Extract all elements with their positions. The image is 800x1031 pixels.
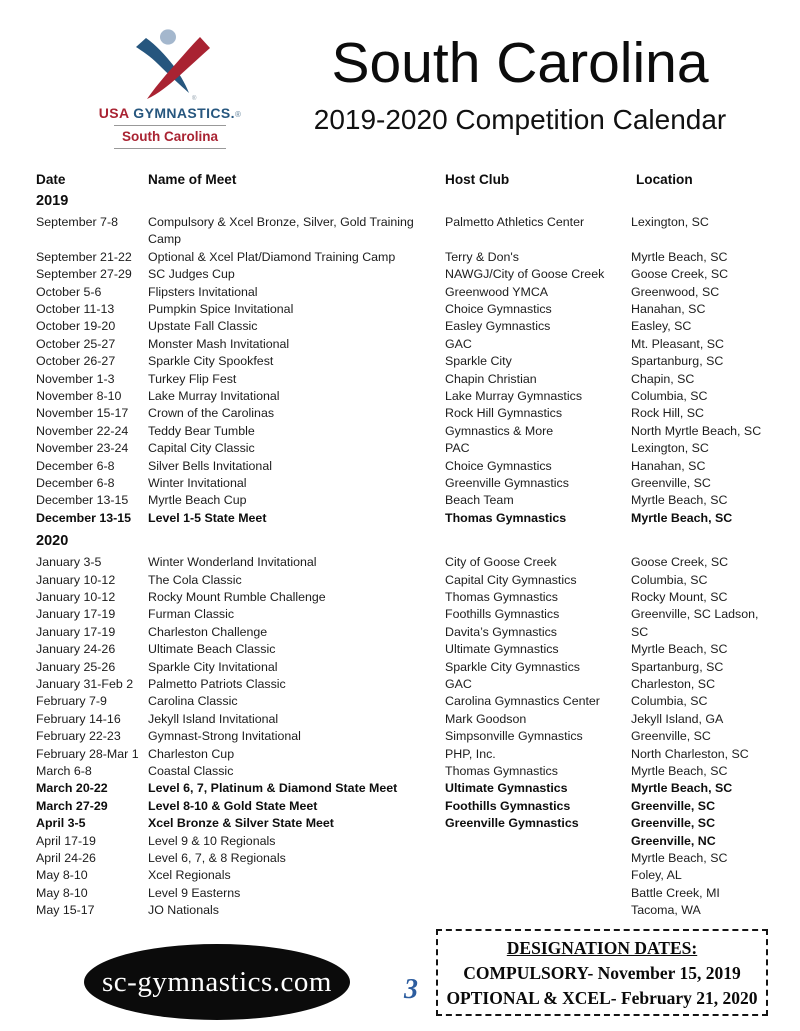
cell-host: City of Goose Creek	[445, 555, 557, 570]
cell-host: Capital City Gymnastics	[445, 572, 577, 587]
cell-date: December 13-15	[36, 493, 129, 508]
cell-host: Foothills Gymnastics	[445, 798, 571, 813]
cell-meet: Myrtle Beach Cup	[148, 493, 247, 508]
cell-date: May 8-10	[36, 868, 88, 883]
cell-host: Carolina Gymnastics Center	[445, 694, 600, 709]
column-header-date: Date	[36, 172, 66, 187]
page-subtitle: 2019-2020 Competition Calendar	[313, 104, 727, 135]
cell-host: Easley Gymnastics	[445, 319, 551, 334]
website-text: sc-gymnastics.com	[102, 965, 332, 998]
table-row	[0, 337, 800, 354]
cell-date: December 6-8	[36, 476, 115, 490]
cell-host: Thomas Gymnastics	[445, 510, 567, 525]
cell-location: Greenville, SC	[631, 729, 711, 744]
cell-date: April 3-5	[36, 816, 86, 831]
table-row	[0, 555, 800, 572]
table-row	[0, 232, 800, 249]
logo-divider-top	[114, 125, 226, 126]
cell-meet: Carolina Classic	[148, 694, 238, 709]
cell-meet: Capital City Classic	[148, 441, 255, 456]
table-row	[0, 319, 800, 336]
cell-meet: Sparkle City Invitational	[148, 659, 278, 674]
cell-host: Simpsonville Gymnastics	[445, 729, 583, 744]
cell-location: Myrtle Beach, SC	[631, 249, 728, 264]
cell-meet: Level 1-5 State Meet	[148, 510, 267, 525]
logo-usa-text: USA	[98, 105, 129, 121]
table-row	[0, 712, 800, 729]
table-row	[0, 834, 800, 851]
table-row	[0, 625, 800, 642]
cell-host: Thomas Gymnastics	[445, 590, 558, 604]
cell-date: January 3-5	[36, 555, 102, 570]
cell-location: Myrtle Beach, SC	[631, 781, 733, 796]
cell-host: Lake Murray Gymnastics	[445, 389, 583, 403]
table-row	[0, 694, 800, 711]
table-row	[0, 493, 800, 510]
designation-dates-box	[436, 929, 768, 1016]
cell-host: GAC	[445, 336, 472, 351]
cell-host: Chapin Christian	[445, 371, 537, 386]
cell-location: Chapin, SC	[631, 371, 695, 386]
cell-meet: Level 6, 7, Platinum & Diamond State Meet	[148, 781, 398, 796]
cell-date: February 22-23	[36, 729, 121, 744]
table-row	[0, 354, 800, 371]
column-header-meet: Name of Meet	[148, 172, 237, 187]
table-row	[0, 660, 800, 677]
cell-host: Greenville Gymnastics	[445, 816, 579, 831]
cell-host: Ultimate Gymnastics	[445, 781, 568, 796]
cell-date: January 25-26	[36, 659, 116, 674]
cell-location: Greenville, SC	[631, 816, 716, 831]
cell-date: January 17-19	[36, 607, 116, 622]
cell-date: November 22-24	[36, 423, 129, 438]
cell-meet: Upstate Fall Classic	[148, 319, 258, 334]
cell-meet: Level 6, 7, & 8 Regionals	[148, 851, 286, 865]
cell-meet: Level 9 & 10 Regionals	[148, 833, 276, 848]
cell-location: Hanahan, SC	[631, 458, 706, 473]
cell-date: April 17-19	[36, 833, 96, 848]
cell-location: Charleston, SC	[631, 677, 716, 691]
cell-date: October 19-20	[36, 319, 116, 334]
cell-location: Myrtle Beach, SC	[631, 493, 728, 508]
table-row	[0, 851, 800, 868]
cell-host: Greenville Gymnastics	[445, 476, 569, 490]
cell-date: January 10-12	[36, 590, 116, 604]
cell-date: January 17-19	[36, 624, 116, 639]
cell-meet: Turkey Flip Fest	[148, 371, 237, 386]
table-row	[0, 799, 800, 816]
cell-date: March 27-29	[36, 798, 108, 813]
cell-host: Gymnastics & More	[445, 423, 554, 438]
cell-host: Mark Goodson	[445, 711, 527, 726]
cell-meet: Level 9 Easterns	[148, 885, 241, 900]
cell-host: Ultimate Gymnastics	[445, 642, 559, 657]
cell-date: November 23-24	[36, 441, 129, 456]
cell-meet: Compulsory & Xcel Bronze, Silver, Gold Training	[148, 215, 414, 229]
cell-date: November 8-10	[36, 389, 122, 403]
cell-meet: Charleston Challenge	[148, 624, 268, 639]
cell-location: Myrtle Beach, SC	[631, 642, 728, 657]
page-title: South Carolina	[331, 31, 709, 95]
cell-meet: Optional & Xcel Plat/Diamond Training Camp	[148, 249, 396, 264]
cell-host: Thomas Gymnastics	[445, 764, 558, 778]
table-row	[0, 764, 800, 781]
cell-location: Myrtle Beach, SC	[631, 764, 728, 778]
cell-host: NAWGJ/City of Goose Creek	[445, 267, 605, 282]
cell-host: GAC	[445, 677, 472, 691]
cell-meet: Gymnast-Strong Invitational	[148, 729, 301, 744]
table-row	[0, 816, 800, 833]
cell-location: Columbia, SC	[631, 572, 708, 587]
cell-location: Columbia, SC	[631, 389, 708, 403]
cell-location: Hanahan, SC	[631, 302, 706, 316]
table-row	[0, 903, 800, 920]
cell-location: Myrtle Beach, SC	[631, 851, 728, 865]
cell-location: Greenville, SC Ladson,	[631, 607, 759, 622]
cell-date: February 14-16	[36, 711, 121, 726]
table-row	[0, 250, 800, 267]
cell-meet: Flipsters Invitational	[148, 284, 258, 299]
cell-date: March 6-8	[36, 764, 92, 778]
cell-location: Greenville, SC	[631, 798, 716, 813]
cell-meet: Silver Bells Invitational	[148, 458, 272, 473]
designation-optional-line: OPTIONAL & XCEL- February 21, 2020	[446, 987, 758, 1008]
cell-date: March 20-22	[36, 781, 108, 796]
cell-location: North Myrtle Beach, SC	[631, 423, 762, 438]
cell-date: November 1-3	[36, 371, 115, 386]
cell-host: Sparkle City Gymnastics	[445, 659, 580, 674]
table-row	[0, 459, 800, 476]
cell-date: December 6-8	[36, 458, 115, 473]
cell-meet: Xcel Bronze & Silver State Meet	[148, 816, 334, 831]
cell-location: Mt. Pleasant, SC	[631, 336, 724, 351]
cell-meet: Sparkle City Spookfest	[148, 354, 274, 369]
cell-location: Greenwood, SC	[631, 284, 720, 299]
cell-location: Greenville, SC	[631, 476, 711, 490]
cell-date: September 7-8	[36, 215, 118, 229]
table-row	[0, 424, 800, 441]
cell-location: Jekyll Island, GA	[631, 711, 724, 726]
usa-gymnastics-logo	[88, 26, 252, 152]
table-row	[0, 868, 800, 885]
cell-location: Myrtle Beach, SC	[631, 510, 733, 525]
cell-meet: Level 8-10 & Gold State Meet	[148, 798, 318, 813]
cell-meet: Monster Mash Invitational	[148, 336, 290, 351]
logo-wordmark	[88, 105, 252, 121]
cell-date: May 8-10	[36, 885, 88, 900]
cell-date: December 13-15	[36, 510, 132, 525]
cell-date: May 15-17	[36, 903, 95, 918]
cell-date: September 27-29	[36, 267, 132, 282]
cell-location: Foley, AL	[631, 868, 682, 883]
table-row	[0, 729, 800, 746]
cell-host: Beach Team	[445, 493, 514, 508]
cell-location: Spartanburg, SC	[631, 659, 724, 674]
table-row	[0, 886, 800, 903]
cell-meet: Lake Murray Invitational	[148, 389, 280, 403]
cell-meet: Winter Invitational	[148, 476, 247, 490]
cell-meet: SC Judges Cup	[148, 267, 235, 282]
cell-host: Greenwood YMCA	[445, 284, 549, 299]
cell-meet: Ultimate Beach Classic	[148, 642, 276, 657]
logo-divider-bottom	[114, 148, 226, 149]
cell-date: February 28-Mar 1	[36, 746, 139, 761]
cell-host: Terry & Don's	[445, 249, 519, 264]
cell-date: October 5-6	[36, 284, 102, 299]
table-row	[0, 642, 800, 659]
cell-location: SC	[631, 624, 649, 639]
cell-location: Rock Hill, SC	[631, 406, 704, 421]
cell-meet: The Cola Classic	[148, 572, 242, 587]
table-row	[0, 267, 800, 284]
website-oval	[84, 944, 350, 1020]
designation-dates-title: DESIGNATION DATES:	[506, 938, 698, 958]
table-row	[0, 677, 800, 694]
cell-location: North Charleston, SC	[631, 746, 749, 761]
table-row	[0, 607, 800, 624]
table-row	[0, 573, 800, 590]
cell-host: Palmetto Athletics Center	[445, 215, 585, 229]
cell-host: Choice Gymnastics	[445, 302, 552, 316]
designation-compulsory-line: COMPULSORY- November 15, 2019	[463, 962, 741, 983]
cell-location: Battle Creek, MI	[631, 885, 720, 900]
cell-host: Choice Gymnastics	[445, 458, 552, 473]
cell-host: PHP, Inc.	[445, 746, 496, 761]
column-header-location: Location	[636, 172, 693, 187]
registered-mark-icon: ®	[234, 110, 242, 119]
section-year-2019: 2019	[36, 193, 69, 209]
cell-meet: Teddy Bear Tumble	[148, 423, 255, 438]
cell-location: Greenville, NC	[631, 833, 716, 848]
cell-date: October 25-27	[36, 336, 116, 351]
table-row	[0, 389, 800, 406]
cell-location: Columbia, SC	[631, 694, 708, 709]
table-row	[0, 215, 800, 232]
cell-meet: Winter Wonderland Invitational	[148, 555, 317, 570]
cell-location: Easley, SC	[631, 319, 692, 334]
logo-gymnastics-text: GYMNASTICS.	[133, 105, 235, 121]
table-row	[0, 406, 800, 423]
cell-host: Davita’s Gymnastics	[445, 624, 558, 639]
cell-date: January 24-26	[36, 642, 116, 657]
table-row	[0, 476, 800, 493]
table-row	[0, 511, 800, 528]
table-row	[0, 302, 800, 319]
cell-date: October 11-13	[36, 302, 115, 316]
cell-location: Goose Creek, SC	[631, 267, 729, 282]
cell-meet: Jekyll Island Invitational	[148, 711, 279, 726]
section-year-2020: 2020	[36, 533, 69, 550]
cell-date: November 15-17	[36, 406, 129, 421]
cell-host: Sparkle City	[445, 354, 512, 369]
table-row	[0, 747, 800, 764]
cell-meet: Camp	[148, 232, 182, 247]
page-number: 3	[404, 974, 418, 1005]
table-row	[0, 590, 800, 607]
svg-text:®: ®	[192, 96, 197, 102]
cell-location: Spartanburg, SC	[631, 354, 724, 369]
cell-date: September 21-22	[36, 249, 132, 264]
cell-meet: Palmetto Patriots Classic	[148, 677, 286, 691]
cell-location: Goose Creek, SC	[631, 555, 729, 570]
cell-host: PAC	[445, 441, 470, 456]
cell-meet: Crown of the Carolinas	[148, 406, 275, 421]
cell-date: October 26-27	[36, 354, 116, 369]
cell-meet: Charleston Cup	[148, 746, 235, 761]
cell-host: Foothills Gymnastics	[445, 607, 560, 622]
cell-location: Lexington, SC	[631, 441, 709, 456]
cell-date: April 24-26	[36, 851, 96, 865]
table-row	[0, 441, 800, 458]
cell-meet: Furman Classic	[148, 607, 235, 622]
cell-date: January 10-12	[36, 572, 116, 587]
cell-meet: Rocky Mount Rumble Challenge	[148, 590, 326, 604]
table-row	[0, 781, 800, 798]
cell-location: Tacoma, WA	[631, 903, 701, 918]
table-row	[0, 285, 800, 302]
cell-date: January 31-Feb 2	[36, 677, 134, 691]
column-header-host: Host Club	[445, 172, 510, 187]
cell-meet: Xcel Regionals	[148, 868, 231, 883]
cell-location: Rocky Mount, SC	[631, 590, 728, 604]
cell-meet: Pumpkin Spice Invitational	[148, 302, 294, 316]
logo-region-label: South Carolina	[121, 129, 218, 144]
cell-location: Lexington, SC	[631, 215, 709, 229]
gymnast-figure-icon	[118, 26, 222, 104]
cell-meet: JO Nationals	[148, 903, 219, 918]
cell-date: February 7-9	[36, 694, 107, 709]
cell-host: Rock Hill Gymnastics	[445, 406, 563, 421]
cell-meet: Coastal Classic	[148, 764, 234, 778]
table-row	[0, 372, 800, 389]
